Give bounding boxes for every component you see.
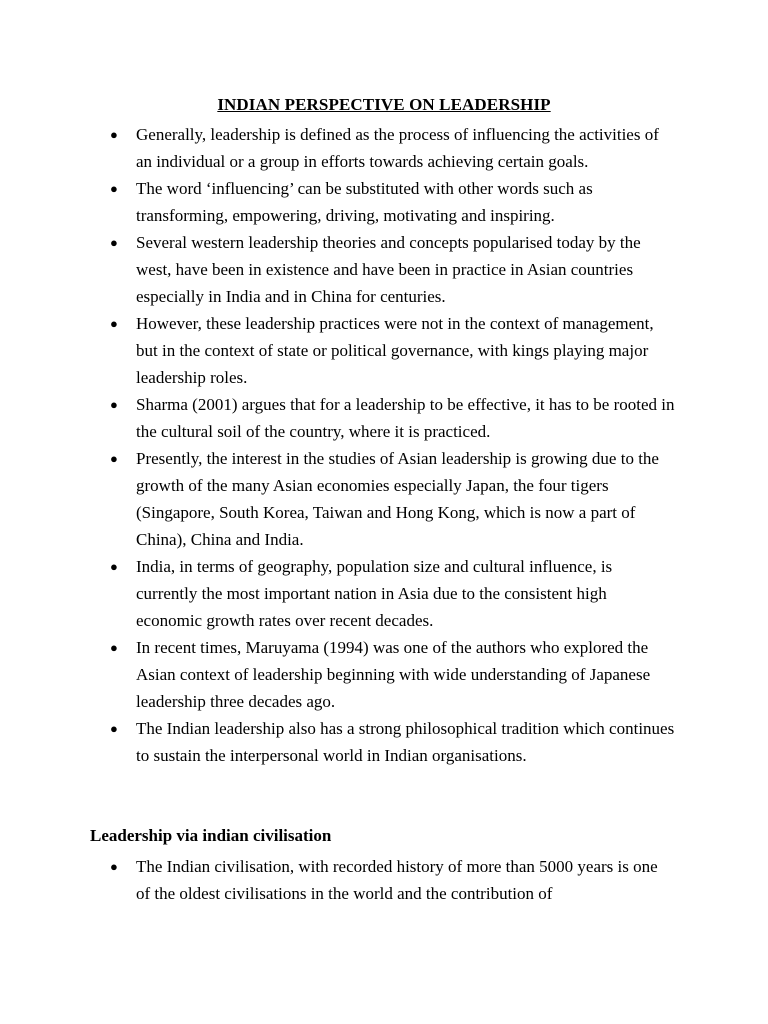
list-item (0, 853, 676, 907)
list-item (0, 229, 676, 310)
bullet-icon: ● (110, 559, 118, 574)
section-bullet-list (0, 853, 768, 907)
section-heading: Leadership via indian civilisation (90, 826, 332, 845)
page-title: INDIAN PERSPECTIVE ON LEADERSHIP (217, 95, 551, 114)
list-item (0, 175, 676, 229)
bullet-list (0, 121, 768, 769)
list-item-text: The word ‘influencing’ can be substituted with other words such as transforming, empowering, driving, motivating and inspiring. (136, 179, 593, 225)
bullet-icon: ● (110, 235, 118, 250)
bullet-icon: ● (110, 316, 118, 331)
list-item-text: In recent times, Maruyama (1994) was one of the authors who explored the Asian context of leadership beginning with wide understanding of Japanese leadership three decades ago. (136, 638, 651, 711)
list-item-text: India, in terms of geography, population size and cultural influence, is currently the most important nation in Asia due to the consistent high economic growth rates over recent decades. (136, 557, 613, 630)
list-item (0, 445, 676, 553)
bullet-icon: ● (110, 721, 118, 736)
list-item (0, 715, 676, 769)
list-item-text: Presently, the interest in the studies of Asian leadership is growing due to the growth of the many Asian economies especially Japan, the four tigers (Singapore, South Korea, Taiwan and Hong Kong, which is now a part of China), China and India. (136, 449, 659, 549)
list-item (0, 634, 676, 715)
bullet-icon: ● (110, 181, 118, 196)
bullet-icon: ● (110, 640, 118, 655)
list-item (0, 391, 676, 445)
bullet-icon: ● (110, 859, 118, 874)
list-item-text: Several western leadership theories and concepts popularised today by the west, have been in existence and have been in practice in Asian countries especially in India and in China for centuries. (136, 233, 641, 306)
list-item-text: However, these leadership practices were not in the context of management, but in the context of state or political governance, with kings playing major leadership roles. (136, 314, 654, 387)
bullet-icon: ● (110, 451, 118, 466)
list-item-text: The Indian civilisation, with recorded history of more than 5000 years is one of the oldest civilisations in the world and the contribution of (136, 857, 658, 903)
list-item-text: The Indian leadership also has a strong philosophical tradition which continues to sustain the interpersonal world in Indian organisations. (136, 719, 675, 765)
list-item-text: Sharma (2001) argues that for a leadership to be effective, it has to be rooted in the cultural soil of the country, where it is practiced. (136, 395, 675, 441)
list-item (0, 121, 676, 175)
list-item (0, 310, 676, 391)
list-item-text: Generally, leadership is defined as the process of influencing the activities of an individual or a group in efforts towards achieving certain goals. (136, 125, 659, 171)
bullet-icon: ● (110, 397, 118, 412)
list-item (0, 553, 676, 634)
bullet-icon: ● (110, 127, 118, 142)
